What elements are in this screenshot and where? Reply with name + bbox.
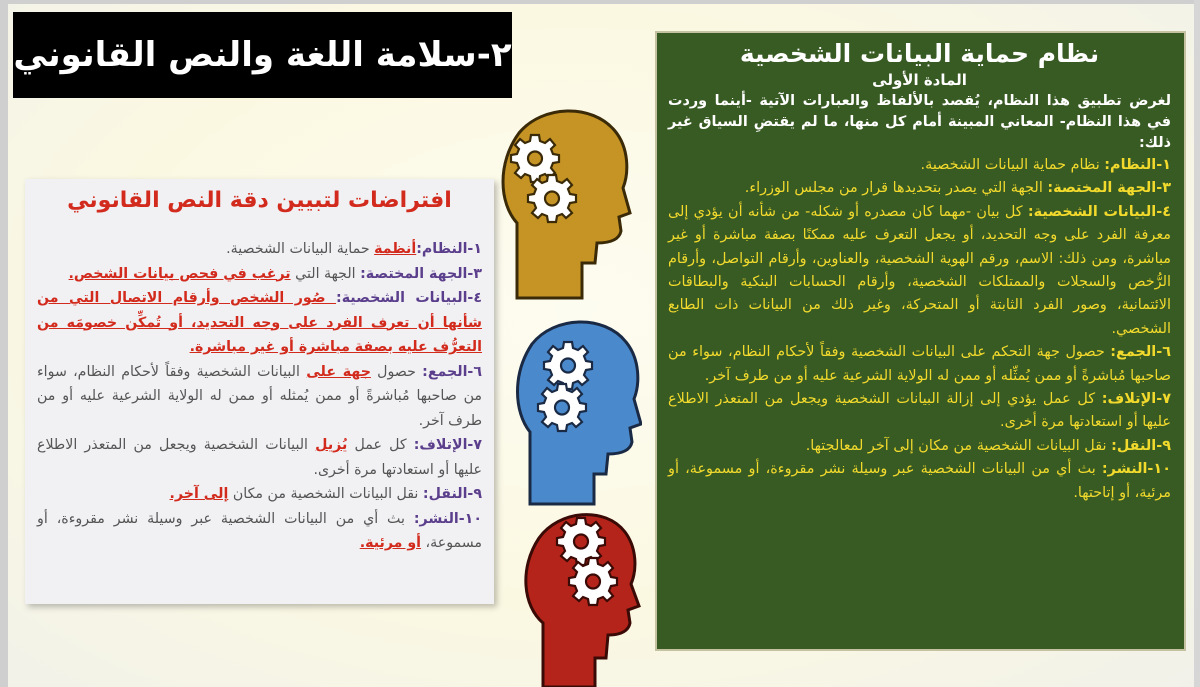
slide-title-box (13, 12, 512, 98)
law-intro: لغرض تطبيق هذا النظام، يُقصد بالألفاظ والعبارات الآتية -أينما وردت في هذا النظام- المعاني المبينة أمام كل منها، ما لم يقتضِ السياق غير ذلك: (668, 93, 1171, 151)
law-definition-key: ٤-البيانات الشخصية: (1027, 203, 1171, 220)
left-edge (0, 0, 8, 687)
assumption-text: حصول (370, 363, 423, 380)
law-definition (668, 458, 1171, 505)
assumption-key: ٣-الجهة المختصة: (360, 265, 482, 282)
assumption-text: كل عمل (347, 437, 414, 453)
law-definition (668, 177, 1171, 200)
assumptions-heading: افتراضات لتبيين دقة النص القانوني (67, 188, 452, 213)
assumption-key: ٩-النقل: (422, 486, 482, 502)
highlighted-text: أو مرئية. (359, 535, 422, 551)
law-definition (668, 154, 1171, 177)
law-definition (668, 388, 1171, 435)
highlighted-text: جهة على (306, 363, 371, 380)
highlighted-text: إلى آخر. (169, 486, 229, 502)
assumption-text: البيانات الشخصية وفقاً لأحكام النظام، سواء من صاحبها مُباشرةً أو ممن يُمثله أو ممن له الولاية الشرعية عليه أو من طرف آخر. (37, 363, 482, 429)
highlighted-text: ترغب في فحص بيانات الشخص. (68, 265, 291, 282)
assumption-item (37, 482, 482, 507)
slide-title: ٢-سلامة اللغة والنص القانوني (13, 35, 512, 75)
head-gears-blue-icon (512, 314, 642, 514)
assumption-item (37, 237, 482, 262)
law-definition (668, 435, 1171, 458)
law-definition (668, 341, 1171, 388)
law-definition-key: ٦-الجمع: (1110, 344, 1171, 361)
law-definition (668, 201, 1171, 341)
assumption-key: ٤-البيانات الشخصية: (336, 290, 482, 306)
highlighted-text: صُور الشخص وأرقام الاتصال التي من شأنها أن تعرف الفرد على وجه التحديد، أو تُمكِّن خصومَه من التعرُّف عليه بصفة مباشرة أو غير مباشرة. (37, 290, 482, 355)
law-definition-text: بث أي من البيانات الشخصية عبر وسيلة نشر مقروءة، أو مسموعة، أو مرئية، أو إتاحتها. (668, 461, 1171, 501)
assumption-key: ٧-الإتلاف: (413, 437, 482, 453)
law-panel (655, 31, 1186, 651)
law-title: نظام حماية البيانات الشخصية (739, 39, 1100, 68)
assumptions-box (25, 179, 494, 604)
law-definition-text: الجهة التي يصدر بتحديدها قرار من مجلس الوزراء. (744, 180, 1048, 197)
assumptions-list (37, 237, 482, 556)
law-definition-key: ٩-النقل: (1111, 437, 1171, 454)
law-definition-text: نظام حماية البيانات الشخصية. (920, 157, 1105, 173)
law-definition-text: كل بيان -مهما كان مصدره أو شكله- من شأنه أن يؤدي إلى معرفة الفرد على وجه التحديد، أو يجعل التعرف عليه ممكنًا بصفة مباشرة أو غير مباشرة، ومن ذلك: الاسم، ورقم الهوية الشخصية، والعناوين، وأرقام التواصل، وأرقام الرُّخص والسجلات والممتلكات الشخصية، وأرقام الحسابات البنكية والبطاقات الائتمانية، وصور الفرد الثابتة أو المتحركة، وغير ذلك من البيانات ذات الطابع الشخصي. (668, 203, 1171, 337)
assumption-item (37, 507, 482, 556)
law-definition-key: ٣-الجهة المختصة: (1047, 180, 1171, 197)
assumption-text: حماية البيانات الشخصية. (226, 241, 375, 257)
assumption-item (37, 262, 482, 287)
assumption-text: نقل البيانات الشخصية من مكان (228, 486, 423, 502)
law-article: المادة الأولى (872, 71, 967, 89)
law-definition-text: حصول جهة التحكم على البيانات الشخصية وفقاً لأحكام النظام، سواء من صاحبها مُباشرةً أو ممن يُمثِّله أو ممن له الولاية الشرعية عليه أو من طرف آخر. (668, 344, 1171, 384)
highlighted-text: أنظمة (374, 241, 417, 257)
highlighted-text: يُزيل (315, 437, 348, 453)
assumption-key: ١-النظام: (416, 241, 482, 257)
law-definition-key: ١٠-النشر: (1101, 461, 1171, 478)
head-gears-gold-icon (497, 103, 632, 308)
head-gears-red-icon (513, 498, 643, 687)
assumption-text: بث أي من البيانات الشخصية عبر وسيلة نشر مقروءة، أو مسموعة، (37, 510, 482, 551)
top-edge (0, 0, 1200, 4)
law-definition-key: ١-النظام: (1104, 157, 1171, 173)
assumption-text: الجهة التي (290, 265, 361, 282)
assumption-key: ٦-الجمع: (422, 363, 482, 380)
law-definition-key: ٧-الإتلاف: (1101, 391, 1171, 408)
assumption-item (37, 286, 482, 360)
assumption-item (37, 360, 482, 434)
assumption-item (37, 433, 482, 482)
right-edge (1194, 0, 1200, 687)
law-definitions (668, 154, 1171, 505)
assumption-key: ١٠-النشر: (413, 510, 482, 527)
law-definition-text: كل عمل يؤدي إلى إزالة البيانات الشخصية ويجعل من المتعذر الاطلاع عليها أو استعادتها مرة أخرى. (668, 391, 1171, 431)
assumption-text: البيانات الشخصية ويجعل من المتعذر الاطلاع عليها أو استعادتها مرة أخرى. (37, 437, 482, 478)
law-definition-text: نقل البيانات الشخصية من مكان إلى آخر لمعالجتها. (805, 437, 1112, 454)
